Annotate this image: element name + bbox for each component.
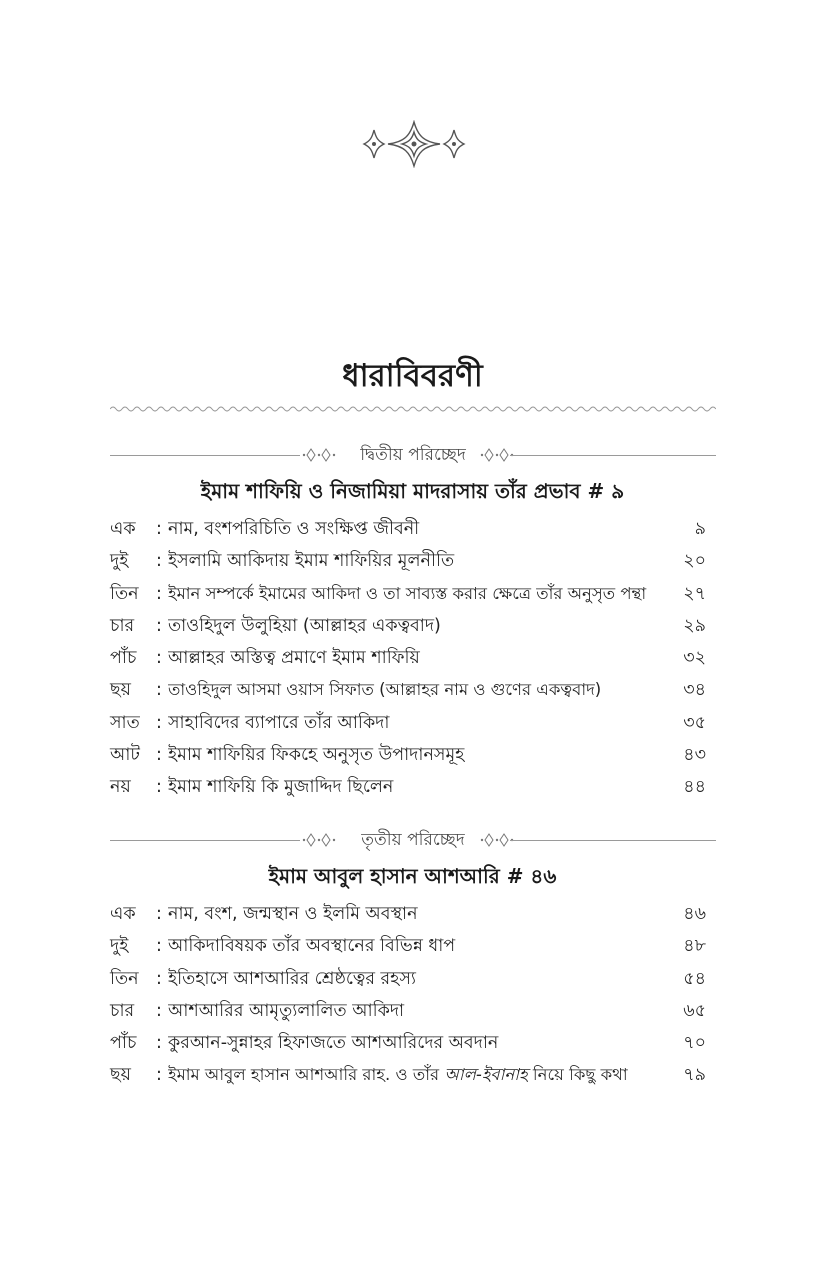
chapter-heading xyxy=(110,825,716,855)
entry-title: নাম, বংশ, জন্মস্থান ও ইলমি অবস্থান xyxy=(168,904,418,924)
entry-number: চার xyxy=(110,615,135,636)
entry-number: দুই xyxy=(110,551,129,572)
entry-number: ছয় xyxy=(110,1065,131,1086)
toc-entry: সাত : সাহাবিদের ব্যাপারে তাঁর আকিদা ৩৫ xyxy=(110,707,706,739)
toc-entry: পাঁচ : কুরআন-সুন্নাহর হিফাজতে আশআরিদের অবদান ৭০ xyxy=(110,1027,706,1059)
toc-entry: এক : নাম, বংশপরিচিতি ও সংক্ষিপ্ত জীবনী ৯ xyxy=(110,513,706,545)
entry-page: ২৯ xyxy=(683,615,706,636)
entry-page: ৪৬ xyxy=(683,904,706,924)
entry-page: ৭৯ xyxy=(683,1065,706,1086)
divider-line xyxy=(510,455,716,456)
entry-page: ২৭ xyxy=(683,583,706,604)
entry-number: আট xyxy=(110,745,140,766)
toc-entry: তিন : ইতিহাসে আশআরির শ্রেষ্ঠত্বের রহস্য ৫৪ xyxy=(110,963,706,995)
entry-title: নাম, বংশপরিচিতি ও সংক্ষিপ্ত জীবনী xyxy=(168,519,420,539)
toc-entry: এক : নাম, বংশ, জন্মস্থান ও ইলমি অবস্থান ৪৬ xyxy=(110,898,706,930)
entry-title: তাওহিদুল উলুহিয়া (আল্লাহর একত্ববাদ) xyxy=(168,615,441,636)
entry-title: সাহাবিদের ব্যাপারে তাঁর আকিদা xyxy=(168,712,390,733)
entry-title-part: ইমাম আবুল হাসান আশআরি রাহ. ও তাঁর xyxy=(168,1065,445,1085)
book-title-italic: আল-ইবানাহ xyxy=(444,1065,528,1085)
entry-title: ইমান সম্পর্কে ইমামের আকিদা ও তা সাব্যস্ত করার ক্ষেত্রে তাঁর অনুসৃত পন্থা xyxy=(168,583,647,603)
entry-page: ৪৮ xyxy=(683,936,706,957)
toc-entry: দুই : ইসলামি আকিদায় ইমাম শাফিয়ির মূলনীতি ২০ xyxy=(110,545,706,577)
toc-entry: ছয় : ইমাম আবুল হাসান আশআরি রাহ. ও তাঁর আল-ইবানাহ নিয়ে কিছু কথা ৭৯ xyxy=(110,1059,706,1091)
entry-number: চার xyxy=(110,1000,135,1021)
toc-entry: চার : তাওহিদুল উলুহিয়া (আল্লাহর একত্ববাদ) ২৯ xyxy=(110,610,706,642)
toc-entry: ছয় : তাওহিদুল আসমা ওয়াস সিফাত (আল্লাহর নাম ও গুণের একত্ববাদ) ৩৪ xyxy=(110,674,706,706)
entry-title: তাওহিদুল আসমা ওয়াস সিফাত (আল্লাহর নাম ও গুণের একত্ববাদ) xyxy=(168,680,602,700)
entry-title: আশআরির আমৃত্যুলালিত আকিদা xyxy=(168,1000,405,1021)
entry-number: তিন xyxy=(110,968,139,989)
entry-title: ইতিহাসে আশআরির শ্রেষ্ঠত্বের রহস্য xyxy=(168,968,417,989)
toc-entry: দুই : আকিদাবিষয়ক তাঁর অবস্থানের বিভিন্ন ধাপ ৪৮ xyxy=(110,930,706,962)
chapter-heading xyxy=(110,440,716,470)
entry-title xyxy=(168,1059,668,1091)
entry-number: সাত xyxy=(110,712,140,733)
chapter-label: দ্বিতীয় পরিচ্ছেদ xyxy=(360,445,466,465)
entry-page: ৩৪ xyxy=(683,680,706,701)
toc-entry: পাঁচ : আল্লাহর অস্তিত্ব প্রমাণে ইমাম শাফিয়ি ৩২ xyxy=(110,642,706,674)
divider-line xyxy=(510,840,716,841)
chapter-title: ইমাম আবুল হাসান আশআরি # ৪৬ xyxy=(268,864,557,888)
toc-entry: আট : ইমাম শাফিয়ির ফিকহে অনুসৃত উপাদানসমূহ ৪৩ xyxy=(110,739,706,771)
entry-page: ২০ xyxy=(683,551,706,572)
entry-number: ছয় xyxy=(110,680,131,701)
entry-page: ৯ xyxy=(694,519,706,539)
entry-title-part: নিয়ে কিছু কথা xyxy=(527,1065,628,1085)
wavy-divider xyxy=(110,403,716,415)
entry-page: ৪৩ xyxy=(683,745,706,766)
page-title: ধারাবিবরণী xyxy=(342,358,483,394)
entry-title: ইমাম শাফিয়ি কি মুজাদ্দিদ ছিলেন xyxy=(168,777,394,798)
toc-list xyxy=(110,513,706,804)
entry-page: ৪৪ xyxy=(683,777,706,798)
entry-page: ৬৫ xyxy=(683,1000,706,1021)
chapter-title: ইমাম শাফিয়ি ও নিজামিয়া মাদরাসায় তাঁর প্রভাব # ৯ xyxy=(200,479,625,503)
entry-title: ইমাম শাফিয়ির ফিকহে অনুসৃত উপাদানসমূহ xyxy=(168,745,465,766)
entry-page: ৭০ xyxy=(683,1033,706,1054)
chapter-label: তৃতীয় পরিচ্ছেদ xyxy=(361,830,465,850)
toc-entry: তিন : ইমান সম্পর্কে ইমামের আকিদা ও তা সাব্যস্ত করার ক্ষেত্রে তাঁর অনুসৃত পন্থা ২৭ xyxy=(110,578,706,610)
entry-number: নয় xyxy=(110,777,131,798)
entry-number: এক xyxy=(110,904,136,924)
entry-number: পাঁচ xyxy=(110,1033,137,1054)
toc-entry: নয় : ইমাম শাফিয়ি কি মুজাদ্দিদ ছিলেন ৪৪ xyxy=(110,771,706,803)
entry-page: ৩৫ xyxy=(683,712,706,733)
diamond-ornament-icon xyxy=(480,447,514,463)
diamond-ornament-icon xyxy=(480,832,514,848)
entry-number: এক xyxy=(110,519,136,539)
entry-number: তিন xyxy=(110,583,139,604)
decorative-ornament-icon xyxy=(362,120,466,168)
entry-title: ইসলামি আকিদায় ইমাম শাফিয়ির মূলনীতি xyxy=(168,551,455,572)
entry-page: ৩২ xyxy=(683,648,706,669)
entry-title: আল্লাহর অস্তিত্ব প্রমাণে ইমাম শাফিয়ি xyxy=(168,648,420,669)
entry-title: আকিদাবিষয়ক তাঁর অবস্থানের বিভিন্ন ধাপ xyxy=(168,936,456,957)
toc-list xyxy=(110,898,706,1092)
entry-title: কুরআন-সুন্নাহর হিফাজতে আশআরিদের অবদান xyxy=(168,1033,499,1054)
entry-number: দুই xyxy=(110,936,129,957)
entry-page: ৫৪ xyxy=(683,968,706,989)
toc-entry: চার : আশআরির আমৃত্যুলালিত আকিদা ৬৫ xyxy=(110,995,706,1027)
entry-number: পাঁচ xyxy=(110,648,137,669)
